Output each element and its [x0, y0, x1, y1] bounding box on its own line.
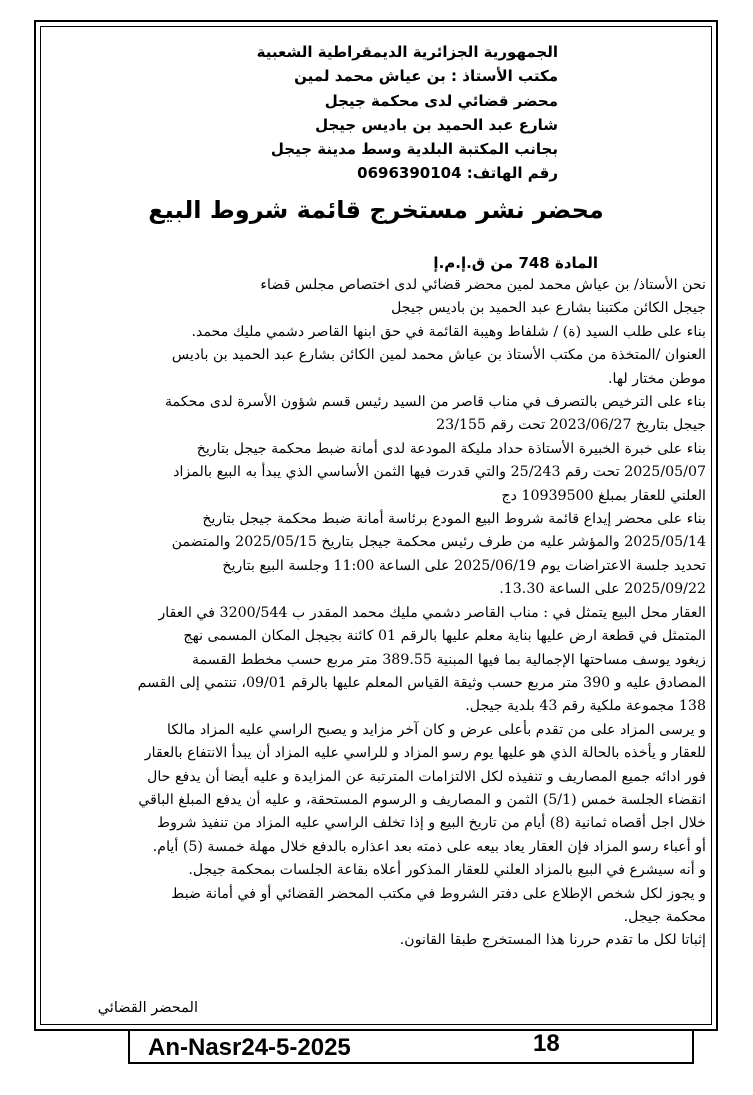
header-line-street: شارع عبد الحميد بن باديس جيجل	[315, 115, 558, 134]
body-line: 2025/09/22 على الساعة 13.30.	[499, 581, 706, 598]
header-line-location: بجانب المكتبة البلدية وسط مدينة جيجل	[270, 140, 558, 159]
body-line: خلال اجل أقصاه ثمانية (8) أيام من تاريخ البيع و إذا تخلف الراسي عليه المزاد من تنفيذ شروط	[157, 815, 706, 832]
header-line-office: مكتب الأستاذ : بن عياش محمد لمين	[294, 67, 558, 86]
body-line: تحديد جلسة الاعتراضات يوم 2025/06/19 على الساعة 11:00 وجلسة البيع بتاريخ	[222, 557, 706, 574]
header-line-role: محضر قضائي لدى محكمة جيجل	[324, 91, 558, 110]
body-line: العلني للعقار بمبلغ 10939500 دج	[501, 487, 706, 504]
body-line: زيغود يوسف مساحتها الإجمالية بما فيها المبنية 389.55 متر مربع حسب مخطط القسمة	[191, 651, 706, 668]
office-header	[198, 40, 558, 186]
bailiff-signature-label: المحضر القضائي	[97, 1000, 198, 1016]
body-line: و يرسى المزاد على من تقدم بأعلى عرض و كان آخر مزايد و يصبح الراسي عليه المزاد مالكا	[167, 721, 706, 738]
body-line: إثباتا لكل ما تقدم حررنا هذا المستخرج طبقا القانون.	[399, 932, 706, 949]
body-line: فور ادائه جميع المصاريف و تنفيذه لكل الالتزامات المترتبة عن المزايدة و عليه أيضا أن يدفع حال	[147, 768, 706, 785]
article-reference: المادة 748 من ق.إ.م.إ	[433, 254, 598, 272]
body-line: بناء على طلب السيد (ة) / شلفاط وهيبة القائمة في حق ابنها القاصر دشمي مليك محمد.	[191, 323, 706, 340]
body-line: للعقار و يأخذه بالحالة الذي هو عليها يوم رسو المزاد و للراسي عليه المزاد أن يبدأ الانتفاع بالعقار	[144, 745, 706, 762]
body-line: موطن مختار لها.	[608, 370, 706, 387]
body-line: المتمثل في قطعة ارض عليها بناية معلم عليها بالرقم 01 كائنة بجيجل المكان المسمى نهج	[183, 628, 706, 645]
body-line: 2025/05/07 تحت رقم 25/243 والتي قدرت فيها الثمن الأساسي الذي يبدأ به البيع بالمزاد	[173, 464, 706, 481]
body-line: نحن الأستاذ/ بن عياش محمد لمين محضر قضائي لدى اختصاص مجلس قضاء	[260, 277, 706, 293]
body-line: العنوان /المتخذة من مكتب الأستاذ بن عياش محمد لمين الكائن بشارع عبد الحميد بن باديس	[171, 347, 706, 364]
publication-date: An-Nasr24-5-2025	[148, 1034, 351, 1061]
document-title: محضر نشر مستخرج قائمة شروط البيع	[148, 196, 604, 224]
header-line-phone: رقم الهاتف: 0696390104	[357, 164, 558, 183]
page-footer	[128, 1030, 694, 1064]
body-line: و يجوز لكل شخص الإطلاع على دفتر الشروط في مكتب المحضر القضائي أو في أمانة ضبط	[171, 885, 706, 902]
body-line: المصادق عليه و 390 متر مربع حسب وثيقة القياس المعلم عليها بالرقم 09/01، تنتمي إلى القسم	[137, 674, 706, 691]
body-line: بناء على محضر إيداع قائمة شروط البيع المودع برئاسة أمانة ضبط محكمة جيجل بتاريخ	[202, 511, 706, 528]
body-line: العقار محل البيع يتمثل في : مناب القاصر دشمي مليك محمد المقدر ب 3200/544 في العقار	[158, 604, 706, 621]
body-line: بناء على الترخيص بالتصرف في مناب قاصر من السيد رئيس قسم شؤون الأسرة لدى محكمة	[164, 394, 706, 411]
body-line: جيجل بتاريخ 2023/06/27 تحت رقم 23/155	[436, 417, 706, 434]
body-line: انقضاء الجلسة خمس (5/1) الثمن و المصاريف و الرسوم المستحقة، و عليه أن يدفع المبلغ الباقي	[138, 791, 706, 808]
body-line: 2025/05/14 والمؤشر عليه من طرف رئيس محكمة جيجل بتاريخ 2025/05/15 والمتضمن	[171, 534, 706, 551]
body-line: أو أعباء رسو المزاد فإن العقار يعاد بيعه على ذمته بعد اعذاره بالدفع خلال مهلة خمسة (5) أيام.	[152, 838, 706, 855]
header-line-republic: الجمهورية الجزائرية الديمقراطية الشعبية	[256, 43, 558, 61]
page-number: 18	[533, 1030, 560, 1057]
body-line: جيجل الكائن مكتبنا بشارع عبد الحميد بن باديس جيجل	[391, 300, 706, 317]
body-line: و أنه سيشرع في البيع بالمزاد العلني للعقار المذكور أعلاه بقاعة الجلسات بمحكمة جيجل.	[188, 862, 706, 879]
body-line: 138 مجموعة ملكية رقم 43 بلدية جيجل.	[465, 698, 706, 715]
document-body	[42, 274, 706, 953]
body-line: محكمة جيجل.	[623, 908, 706, 925]
body-line: بناء على خبرة الخبيرة الأستاذة حداد مليكة المودعة لدى أمانة ضبط محكمة جيجل بتاريخ	[196, 440, 706, 457]
